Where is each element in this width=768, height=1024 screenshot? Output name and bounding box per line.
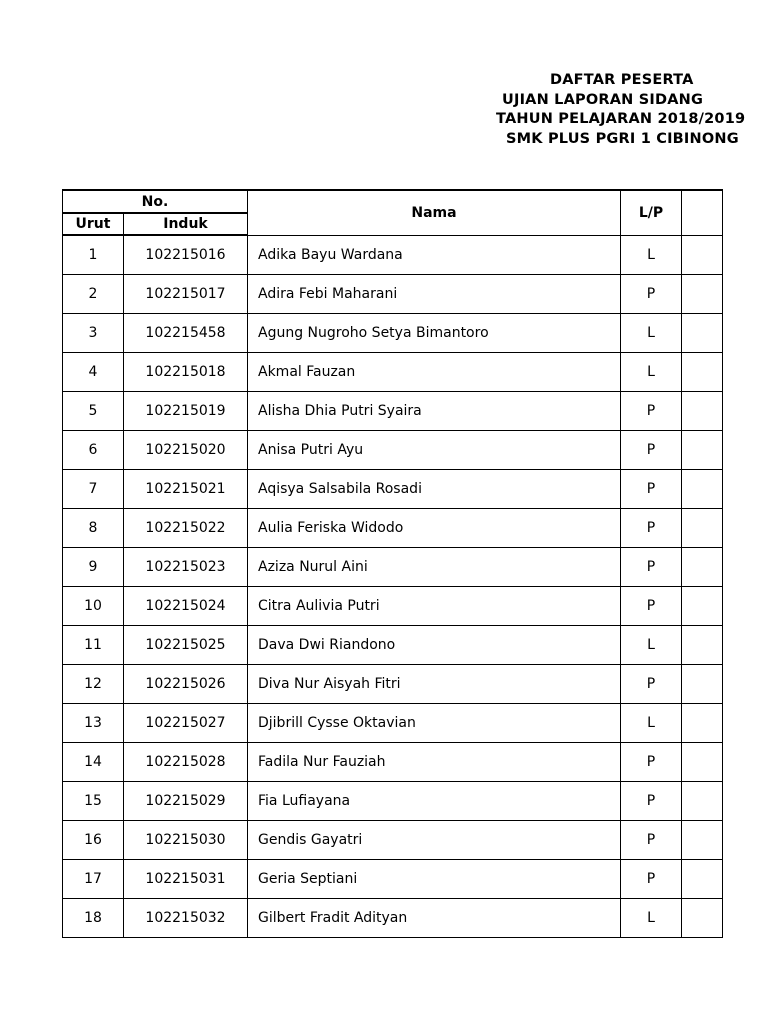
table-row bbox=[63, 275, 723, 314]
cell-extra bbox=[682, 626, 723, 665]
cell-induk: 102215022 bbox=[124, 509, 248, 548]
cell-extra bbox=[682, 587, 723, 626]
cell-induk: 102215018 bbox=[124, 353, 248, 392]
cell-nama: Adika Bayu Wardana bbox=[248, 235, 621, 275]
cell-extra bbox=[682, 470, 723, 509]
cell-extra bbox=[682, 821, 723, 860]
cell-extra bbox=[682, 743, 723, 782]
cell-lp: P bbox=[621, 821, 682, 860]
table-row bbox=[63, 314, 723, 353]
cell-lp: L bbox=[621, 235, 682, 275]
cell-urut: 4 bbox=[63, 353, 124, 392]
cell-lp: P bbox=[621, 587, 682, 626]
cell-extra bbox=[682, 665, 723, 704]
cell-urut: 3 bbox=[63, 314, 124, 353]
cell-induk: 102215458 bbox=[124, 314, 248, 353]
cell-lp: P bbox=[621, 860, 682, 899]
cell-extra bbox=[682, 392, 723, 431]
table-row bbox=[63, 353, 723, 392]
cell-urut: 8 bbox=[63, 509, 124, 548]
cell-nama: Fadila Nur Fauziah bbox=[248, 743, 621, 782]
cell-extra bbox=[682, 431, 723, 470]
cell-induk: 102215016 bbox=[124, 235, 248, 275]
title-line-3: TAHUN PELAJARAN 2018/2019 bbox=[496, 111, 746, 127]
cell-induk: 102215030 bbox=[124, 821, 248, 860]
table-row bbox=[63, 665, 723, 704]
cell-nama: Adira Febi Maharani bbox=[248, 275, 621, 314]
cell-nama: Aziza Nurul Aini bbox=[248, 548, 621, 587]
cell-induk: 102215026 bbox=[124, 665, 248, 704]
cell-urut: 16 bbox=[63, 821, 124, 860]
header-urut: Urut bbox=[63, 213, 124, 235]
cell-nama: Fia Lufiayana bbox=[248, 782, 621, 821]
cell-induk: 102215020 bbox=[124, 431, 248, 470]
header-induk: Induk bbox=[124, 213, 248, 235]
table-row bbox=[63, 821, 723, 860]
cell-urut: 6 bbox=[63, 431, 124, 470]
table-row bbox=[63, 704, 723, 743]
cell-lp: L bbox=[621, 704, 682, 743]
title-line-2: UJIAN LAPORAN SIDANG bbox=[502, 92, 704, 108]
cell-urut: 17 bbox=[63, 860, 124, 899]
title-line-1: DAFTAR PESERTA bbox=[550, 72, 694, 88]
table-row bbox=[63, 548, 723, 587]
cell-nama: Aulia Feriska Widodo bbox=[248, 509, 621, 548]
header-nama: Nama bbox=[248, 190, 621, 235]
cell-induk: 102215029 bbox=[124, 782, 248, 821]
cell-induk: 102215023 bbox=[124, 548, 248, 587]
table-row bbox=[63, 431, 723, 470]
title-line-4: SMK PLUS PGRI 1 CIBINONG bbox=[506, 131, 739, 147]
table-header bbox=[63, 190, 723, 235]
cell-urut: 13 bbox=[63, 704, 124, 743]
cell-lp: P bbox=[621, 548, 682, 587]
cell-urut: 12 bbox=[63, 665, 124, 704]
cell-nama: Geria Septiani bbox=[248, 860, 621, 899]
document-title-block bbox=[420, 68, 746, 152]
cell-extra bbox=[682, 275, 723, 314]
table-row bbox=[63, 470, 723, 509]
cell-urut: 18 bbox=[63, 899, 124, 938]
cell-nama: Dava Dwi Riandono bbox=[248, 626, 621, 665]
cell-lp: L bbox=[621, 899, 682, 938]
cell-urut: 14 bbox=[63, 743, 124, 782]
cell-extra bbox=[682, 782, 723, 821]
participant-table bbox=[62, 189, 723, 938]
cell-nama: Citra Aulivia Putri bbox=[248, 587, 621, 626]
cell-extra bbox=[682, 548, 723, 587]
cell-nama: Aqisya Salsabila Rosadi bbox=[248, 470, 621, 509]
cell-extra bbox=[682, 235, 723, 275]
cell-induk: 102215019 bbox=[124, 392, 248, 431]
cell-extra bbox=[682, 509, 723, 548]
header-lp: L/P bbox=[621, 190, 682, 235]
cell-lp: P bbox=[621, 509, 682, 548]
table-row bbox=[63, 392, 723, 431]
cell-nama: Anisa Putri Ayu bbox=[248, 431, 621, 470]
cell-extra bbox=[682, 860, 723, 899]
cell-nama: Diva Nur Aisyah Fitri bbox=[248, 665, 621, 704]
cell-nama: Djibrill Cysse Oktavian bbox=[248, 704, 621, 743]
cell-extra bbox=[682, 353, 723, 392]
cell-urut: 7 bbox=[63, 470, 124, 509]
cell-lp: L bbox=[621, 626, 682, 665]
cell-urut: 5 bbox=[63, 392, 124, 431]
cell-induk: 102215032 bbox=[124, 899, 248, 938]
cell-induk: 102215021 bbox=[124, 470, 248, 509]
cell-nama: Gilbert Fradit Adityan bbox=[248, 899, 621, 938]
table-row bbox=[63, 860, 723, 899]
cell-nama: Alisha Dhia Putri Syaira bbox=[248, 392, 621, 431]
cell-lp: P bbox=[621, 782, 682, 821]
table-row bbox=[63, 626, 723, 665]
table-row bbox=[63, 235, 723, 275]
table-row bbox=[63, 782, 723, 821]
table-row bbox=[63, 899, 723, 938]
cell-induk: 102215017 bbox=[124, 275, 248, 314]
cell-urut: 10 bbox=[63, 587, 124, 626]
cell-extra bbox=[682, 704, 723, 743]
table-body bbox=[63, 235, 723, 938]
cell-nama: Agung Nugroho Setya Bimantoro bbox=[248, 314, 621, 353]
cell-induk: 102215031 bbox=[124, 860, 248, 899]
cell-extra bbox=[682, 899, 723, 938]
cell-induk: 102215025 bbox=[124, 626, 248, 665]
cell-lp: P bbox=[621, 431, 682, 470]
cell-nama: Akmal Fauzan bbox=[248, 353, 621, 392]
cell-urut: 2 bbox=[63, 275, 124, 314]
cell-lp: P bbox=[621, 665, 682, 704]
cell-urut: 11 bbox=[63, 626, 124, 665]
header-no: No. bbox=[63, 190, 248, 213]
cell-nama: Gendis Gayatri bbox=[248, 821, 621, 860]
header-extra bbox=[682, 190, 723, 235]
cell-induk: 102215027 bbox=[124, 704, 248, 743]
cell-urut: 15 bbox=[63, 782, 124, 821]
cell-urut: 1 bbox=[63, 235, 124, 275]
cell-urut: 9 bbox=[63, 548, 124, 587]
cell-lp: P bbox=[621, 275, 682, 314]
cell-induk: 102215024 bbox=[124, 587, 248, 626]
cell-induk: 102215028 bbox=[124, 743, 248, 782]
table-row bbox=[63, 587, 723, 626]
table-row bbox=[63, 509, 723, 548]
cell-lp: P bbox=[621, 743, 682, 782]
cell-lp: P bbox=[621, 392, 682, 431]
cell-extra bbox=[682, 314, 723, 353]
cell-lp: L bbox=[621, 353, 682, 392]
cell-lp: L bbox=[621, 314, 682, 353]
participant-table-container bbox=[62, 189, 682, 933]
cell-lp: P bbox=[621, 470, 682, 509]
table-row bbox=[63, 743, 723, 782]
